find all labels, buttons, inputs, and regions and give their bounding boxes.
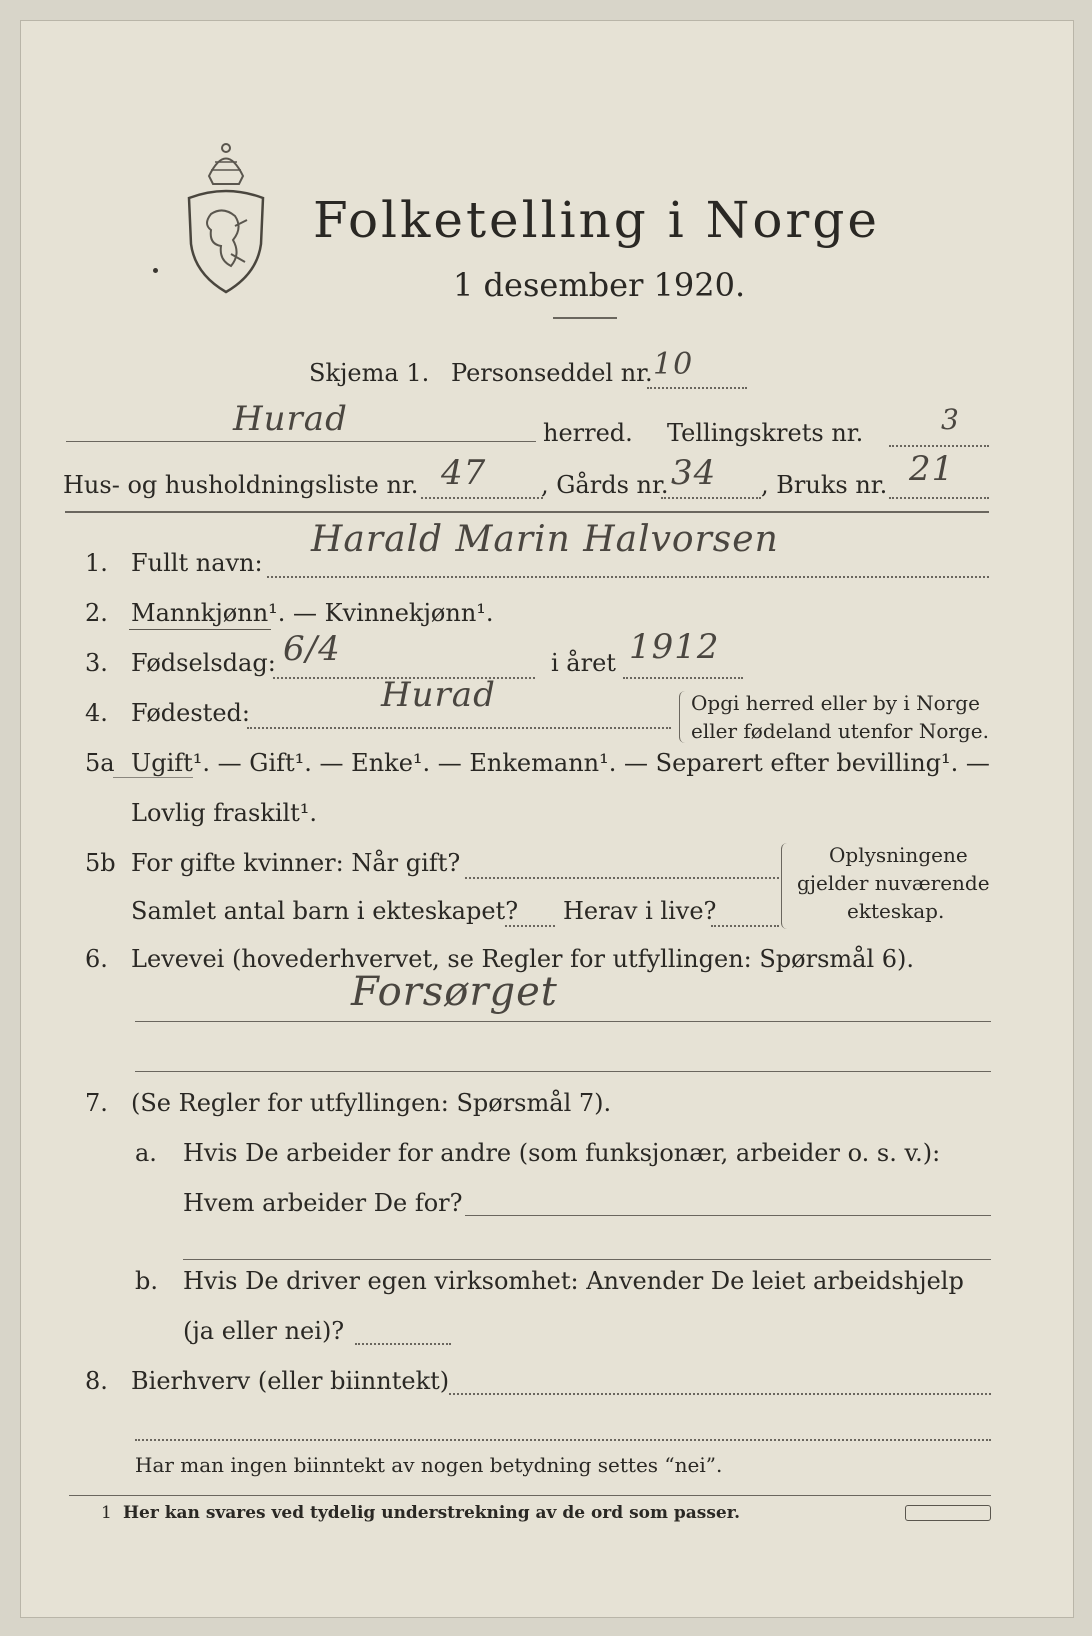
- full-name-value[interactable]: Harald Marin Halvorsen: [311, 519, 779, 560]
- mannkjonn-underline: [129, 629, 271, 630]
- year-label: i året: [551, 649, 616, 677]
- q7-number: 7.: [85, 1089, 108, 1117]
- birthday-value[interactable]: 6/4: [283, 629, 341, 669]
- q7-label: (Se Regler for utfyllingen: Spørsmål 7).: [131, 1089, 612, 1117]
- birth-year-value[interactable]: 1912: [629, 627, 720, 667]
- gards-value[interactable]: 34: [671, 453, 717, 493]
- q5b-note-2: gjelder nuværende: [797, 871, 990, 895]
- herred-label: herred.: [543, 419, 633, 447]
- q4-number: 4.: [85, 699, 108, 727]
- q5b-label-1: For gifte kvinner: Når gift?: [131, 849, 461, 877]
- coat-of-arms-icon: [181, 136, 271, 296]
- hired-help-field[interactable]: [355, 1343, 451, 1345]
- children-alive-field[interactable]: [711, 925, 779, 927]
- q5b-label-2: Samlet antal barn i ekteskapet?: [131, 897, 519, 925]
- ugift-underline: [113, 777, 193, 778]
- q6-label: Levevei (hovederhvervet, se Regler for utfyllingen: Spørsmål 6).: [131, 945, 915, 973]
- census-form: [20, 20, 1074, 1618]
- occupation-line-2[interactable]: [135, 1071, 991, 1072]
- q5b-number: 5b: [85, 849, 116, 877]
- herred-value[interactable]: Hurad: [233, 399, 348, 439]
- q7a-letter: a.: [135, 1139, 157, 1167]
- q3-label: Fødselsdag:: [131, 649, 276, 677]
- page-title: Folketelling i Norge: [313, 191, 880, 249]
- personseddel-value[interactable]: 10: [653, 347, 694, 382]
- q3-number: 3.: [85, 649, 108, 677]
- gards-label: , Gårds nr.: [541, 471, 669, 499]
- census-date: 1 desember 1920.: [453, 266, 746, 304]
- q5b-note-3: ekteskap.: [847, 899, 945, 923]
- q5a-line-1: Ugift¹. — Gift¹. — Enke¹. — Enkemann¹. — Separert efter bevilling¹. —: [131, 749, 990, 777]
- birthplace-value[interactable]: Hurad: [381, 675, 496, 715]
- side-income-field[interactable]: [449, 1393, 991, 1395]
- title-divider: [553, 317, 617, 319]
- q4-label: Fødested:: [131, 699, 250, 727]
- q7a-line-1: Hvis De arbeider for andre (som funksjonær, arbeider o. s. v.):: [183, 1139, 941, 1167]
- printer-stamp: [905, 1505, 991, 1521]
- bruks-value[interactable]: 21: [909, 449, 955, 489]
- tellingskrets-value[interactable]: 3: [941, 403, 960, 436]
- employer-field[interactable]: [465, 1215, 991, 1216]
- q5a-line-2: Lovlig fraskilt¹.: [131, 799, 318, 827]
- personseddel-label: Personseddel nr.: [451, 359, 653, 387]
- q7b-line-1: Hvis De driver egen virksomhet: Anvender De leiet arbeidshjelp: [183, 1267, 964, 1295]
- skjema-label: Skjema 1.: [309, 359, 430, 387]
- q5b-label-3: Herav i live?: [563, 897, 717, 925]
- q2-label: Mannkjønn¹. — Kvinnekjønn¹.: [131, 599, 494, 627]
- birthplace-note-2: eller fødeland utenfor Norge.: [691, 719, 989, 743]
- occupation-value[interactable]: Forsørget: [351, 969, 558, 1015]
- q5a-number: 5a: [85, 749, 115, 777]
- bruks-label: , Bruks nr.: [761, 471, 888, 499]
- children-count-field[interactable]: [505, 925, 555, 927]
- q1-number: 1.: [85, 549, 108, 577]
- mark-dot: [153, 268, 158, 273]
- q7b-line-2: (ja eller nei)?: [183, 1317, 345, 1345]
- footnote-text: Her kan svares ved tydelig understrekning av de ord som passer.: [123, 1503, 741, 1523]
- header-divider: [65, 511, 989, 513]
- q6-number: 6.: [85, 945, 108, 973]
- footnote-number: 1: [101, 1503, 112, 1523]
- q2-number: 2.: [85, 599, 108, 627]
- married-date-field[interactable]: [465, 877, 779, 879]
- q7a-line-2: Hvem arbeider De for?: [183, 1189, 463, 1217]
- q5b-note-1: Oplysningene: [829, 843, 968, 867]
- q8-label: Bierhverv (eller biinntekt): [131, 1367, 450, 1395]
- birthplace-note-1: Opgi herred eller by i Norge: [691, 691, 980, 715]
- tellingskrets-label: Tellingskrets nr.: [667, 419, 864, 447]
- husholdningsliste-label: Hus- og husholdningsliste nr.: [63, 471, 419, 499]
- q8-number: 8.: [85, 1367, 108, 1395]
- nei-note: Har man ingen biinntekt av nogen betydning settes “nei”.: [135, 1453, 723, 1477]
- q7b-letter: b.: [135, 1267, 158, 1295]
- husholdningsliste-value[interactable]: 47: [441, 453, 487, 493]
- q1-label: Fullt navn:: [131, 549, 263, 577]
